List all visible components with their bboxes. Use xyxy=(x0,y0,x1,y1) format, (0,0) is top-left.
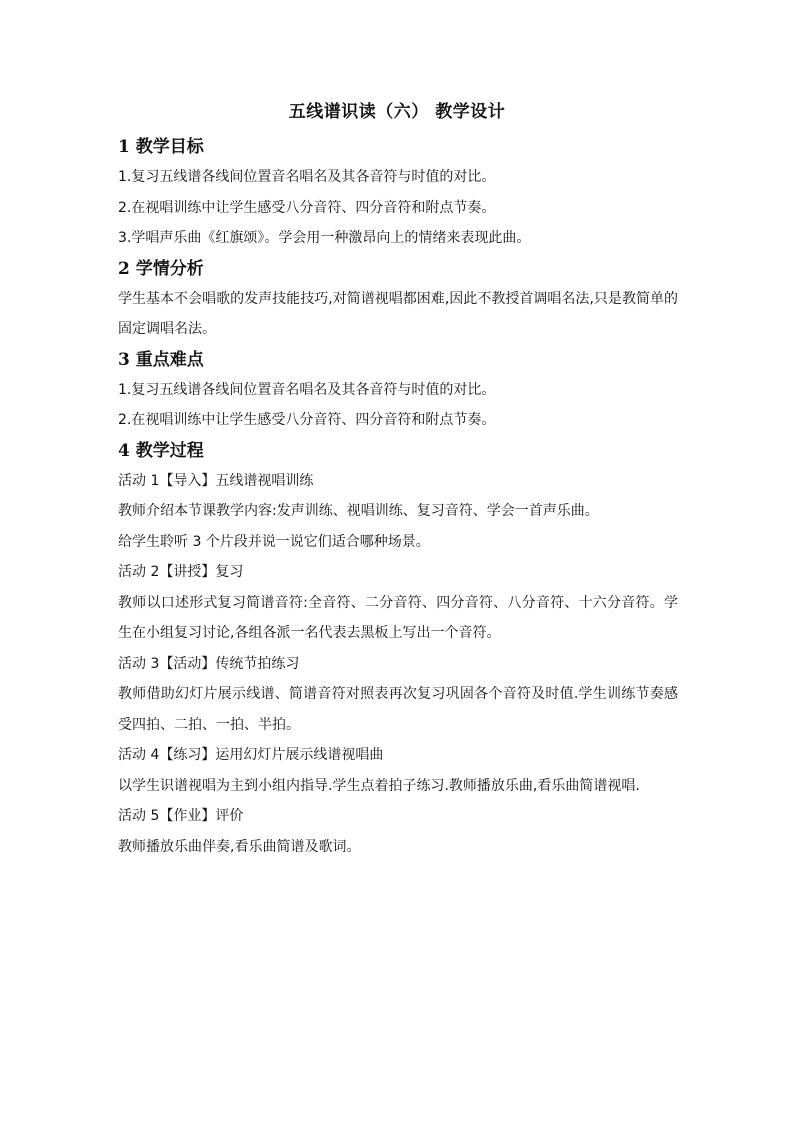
activity-title: 活动 2【讲授】复习 xyxy=(118,564,244,580)
document-title: 五线谱识读（六） 教学设计 xyxy=(288,102,506,122)
section-heading-analysis: 2 学情分析 xyxy=(118,258,204,279)
paragraph: 1.复习五线谱各线间位置音名唱名及其各音符与时值的对比。 xyxy=(118,169,496,185)
paragraph: 1.复习五线谱各线间位置音名唱名及其各音符与时值的对比。 xyxy=(118,381,496,398)
paragraph: 2.在视唱训练中让学生感受八分音符、四分音符和附点节奏。 xyxy=(118,199,496,216)
activity-title: 活动 1【导入】五线谱视唱训练 xyxy=(118,472,314,489)
paragraph: 以学生识谱视唱为主到小组内指导.学生点着拍子练习.教师播放乐曲,看乐曲简谱视唱. xyxy=(118,777,640,794)
activity-title: 活动 3【活动】传统节拍练习 xyxy=(118,655,300,672)
activity-title: 活动 4【练习】运用幻灯片展示线谱视唱曲 xyxy=(118,747,384,763)
section-heading-objectives: 1 教学目标 xyxy=(118,137,204,157)
paragraph: 教师借助幻灯片展示线谱、简谱音符对照表再次复习巩固各个音符及时值.学生训练节奏感受四拍、二拍、一拍、半拍。 xyxy=(118,686,678,733)
activity-title: 活动 5【作业】评价 xyxy=(118,808,244,824)
paragraph: 教师播放乐曲伴奏,看乐曲简谱及歌词。 xyxy=(118,838,361,855)
paragraph: 学生基本不会唱歌的发声技能技巧,对简谱视唱都困难,因此不教授首调唱名法,只是教简单的固定调唱名法。 xyxy=(118,290,678,337)
document-body xyxy=(118,132,678,862)
section-heading-key-points: 3 重点难点 xyxy=(118,349,204,370)
section-heading-process: 4 教学过程 xyxy=(118,440,204,461)
paragraph: 给学生聆听 3 个片段并说一说它们适合哪种场景。 xyxy=(118,533,430,550)
paragraph: 教师介绍本节课教学内容:发声训练、视唱训练、复习音符、学会一首声乐曲。 xyxy=(118,503,599,519)
paragraph: 3.学唱声乐曲《红旗颂》。学会用一种激昂向上的情绪来表现此曲。 xyxy=(118,230,531,246)
paragraph: 教师以口述形式复习简谱音符:全音符、二分音符、四分音符、八分音符、十六分音符。学生在小组复习讨论,各组各派一名代表去黑板上写出一个音符。 xyxy=(118,594,678,641)
paragraph: 2.在视唱训练中让学生感受八分音符、四分音符和附点节奏。 xyxy=(118,412,496,428)
